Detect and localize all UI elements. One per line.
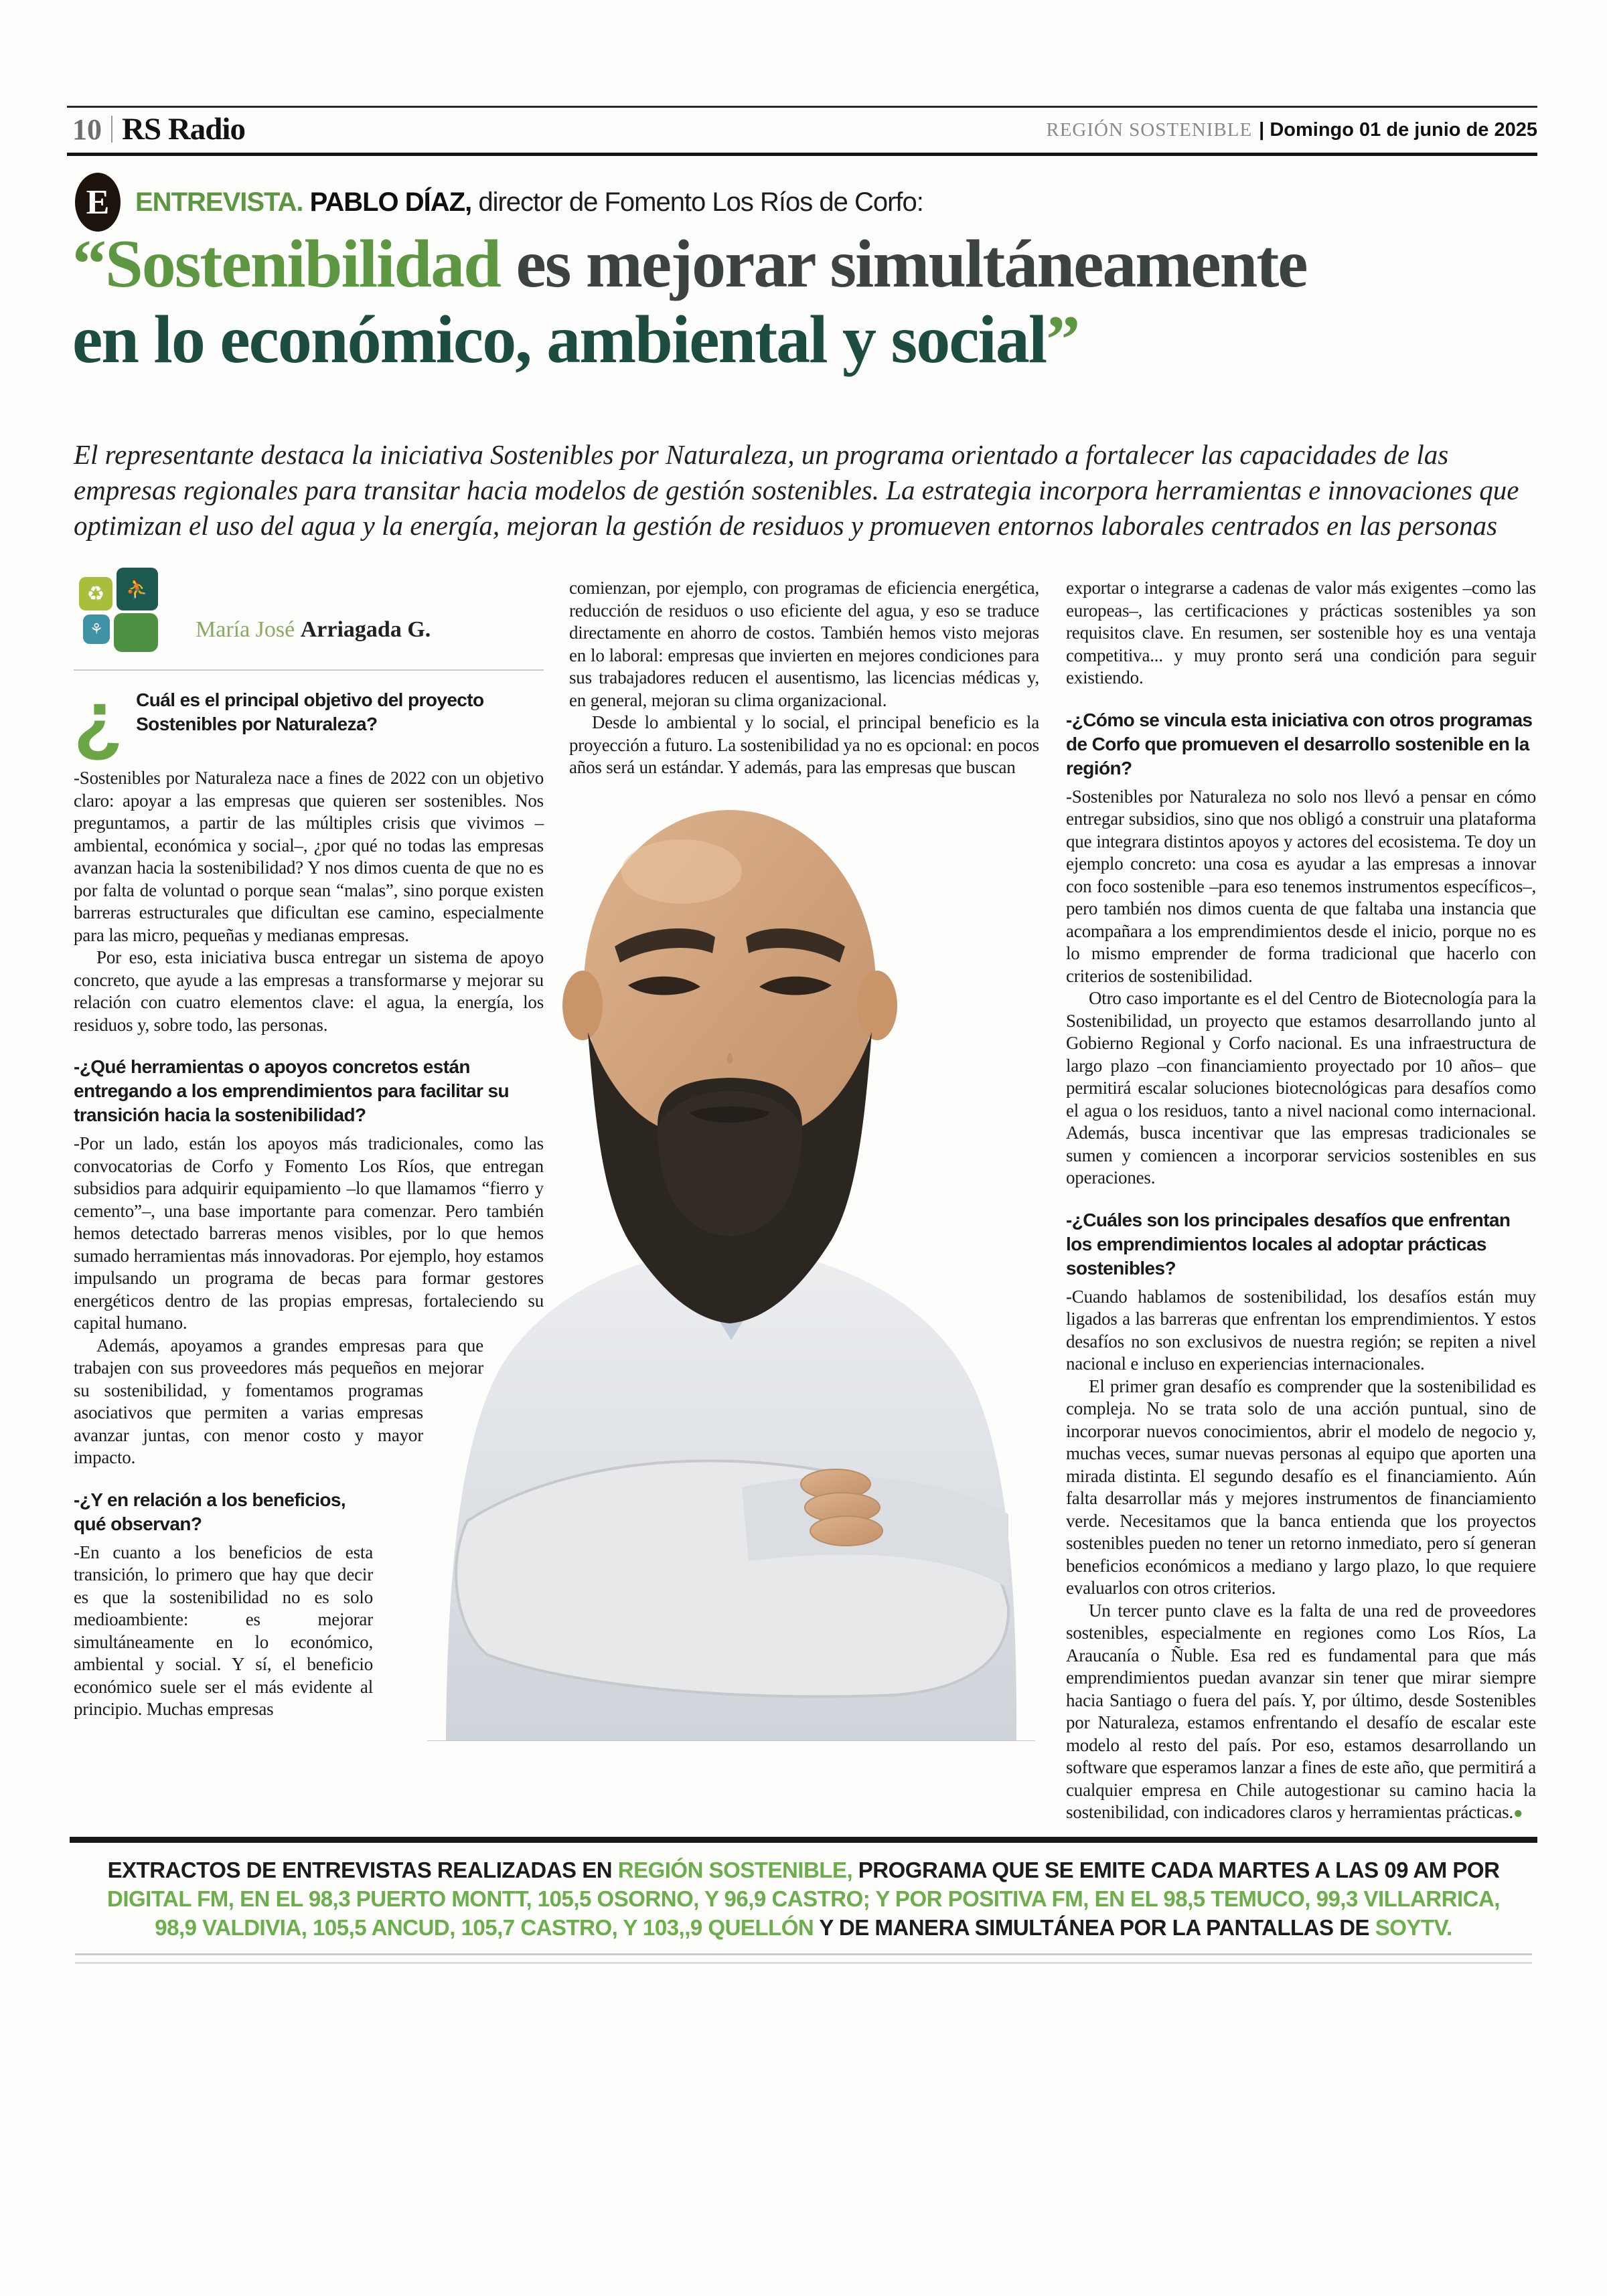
headline-close-quote: ” xyxy=(1046,302,1079,378)
question-3: -¿Y en relación a los beneficios, qué observan? xyxy=(74,1489,346,1534)
question-1: Cuál es el principal objetivo del proyecto Sostenibles por Naturaleza? xyxy=(136,689,484,734)
question-4: -¿Cómo se vincula esta iniciativa con otros programas de Corfo que promueven el desarrollo sostenible en la región? xyxy=(1066,709,1533,778)
kicker-tag: ENTREVISTA. xyxy=(135,187,303,217)
footer-segment: REGIÓN SOSTENIBLE, xyxy=(617,1858,858,1882)
answer-1-p1: -Sostenibles por Naturaleza nace a fines de 2022 con un objetivo claro: apoyar a las empresas que quieren ser sostenibles. Nos preguntamos, a partir de las múltiples crisis que vivimos –ambiental, económica y social–, ¿por qué no todas las empresas avanzan hacia la sostenibilidad? Y nos dimos cuenta de que no es por falta de voluntad o porque sean “malas”, sino porque existen barreras estructurales que dificultan ese camino, especialmente para las micro, pequeñas y medianas empresas. xyxy=(74,768,544,945)
green-square-icon xyxy=(114,613,158,652)
kicker-line xyxy=(135,187,923,218)
answer-2-p1: -Por un lado, están los apoyos más tradicionales, como las convocatorias de Corfo y Fomento Los Ríos, que entregan subsidios para adquirir equipamiento –lo que llamamos “fierro y cemento”–, una base importante para comenzar. Pero también hemos detectado barreras menos visibles, por lo que hemos sumado herramientas más innovadoras. Por ejemplo, hoy estamos impulsando un programa de becas para formar gestores energéticos dentro de las propias empresas, fortaleciendo su capital humano. xyxy=(74,1133,544,1333)
entrevista-badge-icon: E xyxy=(75,173,121,232)
footer-segment: DIGITAL FM, EN EL 98,3 PUERTO MONTT, 105,5 OSORNO, Y 96,9 CASTRO; Y POR POSITIVA FM, EN EL 98,5 TEMUCO, 99,3 VILLARRICA, 98,9 VALDIVIA, 105,5 ANCUD, 105,7 CASTRO, Y 103,,9 QUELLÓN xyxy=(107,1886,1500,1940)
kicker xyxy=(75,173,923,232)
photo-wrap-spacer xyxy=(497,1897,544,1964)
people-icon: ⛹ xyxy=(117,568,158,610)
program-logo-icon xyxy=(79,568,163,652)
question-5: -¿Cuáles son los principales desafíos que enfrentan los emprendimientos locales al adoptar prácticas sostenibles? xyxy=(1066,1209,1511,1279)
column3-p1: exportar o integrarse a cadenas de valor más exigentes –como las europeas–, las certificaciones y prácticas sostenibles ya son requisitos clave. En resumen, ser sostenible hoy es una ventaja competitiva... y muy pronto será una condición para seguir existiendo. xyxy=(1066,578,1536,687)
byline-last-name: Arriagada G. xyxy=(300,617,431,642)
plant-icon: ⚘ xyxy=(83,614,110,644)
photo-wrap-spacer xyxy=(410,1830,544,1897)
section-title: RS Radio xyxy=(122,112,245,147)
byline-first-name: María José xyxy=(196,617,295,642)
photo-wrap-spacer xyxy=(483,1335,544,1402)
header-right xyxy=(1046,119,1537,141)
column2-p2: Desde lo ambiental y lo social, el principal beneficio es la proyección a futuro. La sostenibilidad ya no es opcional: en pocos años será un estándar. Y además, para las empresas que buscan xyxy=(569,712,1039,777)
column-1 xyxy=(74,674,544,1964)
page-number: 10 xyxy=(72,113,102,146)
recycle-icon: ♻ xyxy=(79,577,112,610)
header-top-rule xyxy=(67,106,1537,108)
column-3 xyxy=(1066,577,1536,1825)
answer-5-p3-text: Un tercer punto clave es la falta de una red de proveedores sostenibles, especialmente en regiones como Los Ríos, La Araucanía o Ñuble. Esa red es fundamental para que más emprendimientos puedan avanzar sin tener que mirar siempre hacia Santiago o fuera del país. Y, por último, desde Sostenibles por Naturaleza, estamos enfrentando el desafío de escalar este modelo al resto del país. Por eso, estamos desarrollando un software que esperamos lanzar a fines de este año, que permitirá a cualquier empresa en Chile autogestionar su camino hacia la sostenibilidad, con indicadores claros y herramientas prácticas. xyxy=(1066,1600,1536,1822)
footer-segment: EXTRACTOS DE ENTREVISTAS REALIZADAS EN xyxy=(107,1858,618,1882)
question-2: -¿Qué herramientas o apoyos concretos están entregando a los emprendimientos para facilitar su transición hacia la sostenibilidad? xyxy=(74,1056,509,1125)
headline-line2: en lo económico, ambiental y social xyxy=(72,302,1047,378)
publication-brand: REGIÓN SOSTENIBLE xyxy=(1046,119,1253,141)
answer-5-p2: El primer gran desafío es comprender que la sostenibilidad es compleja. No se trata solo de una acción puntual, sino de incorporar nuevos conocimientos, abrir el modelo de negocio y, muchas veces, sumar nuevas personas al equipo que aporten una mirada distinta. El segundo desafío es el financiamiento. Aún falta desarrollar más y mejores instrumentos de financiamiento verde. Necesitamos que la banca entienda que los proyectos sostenibles pueden no tener un retorno inmediato, pero sí generan beneficios económicos a mediano y largo plazo, lo que requiere evaluarlos con otros criterios. xyxy=(1066,1376,1536,1598)
headline-line1-rest: es mejorar simultáneamente xyxy=(500,226,1307,302)
footer-segment: SOYTV. xyxy=(1375,1915,1452,1940)
publication-date: | Domingo 01 de junio de 2025 xyxy=(1259,119,1537,141)
answer-4-p2: Otro caso importante es el del Centro de Biotecnología para la Sostenibilidad, un proyecto que estamos desarrollando junto al Gobierno Regional y Corfo nacional. Es una infraestructura de largo plazo –con financiamiento proyectado por 10 años– que permitirá escalar soluciones biotecnológicas para desafíos como el agua o los residuos, tanto a nivel nacional como internacional. Además, busca incentivar que las empresas tradicionales se sumen y comiencen a incorporar servicios sostenibles en sus operaciones. xyxy=(1066,988,1536,1187)
header-bottom-rule xyxy=(67,153,1537,156)
headline xyxy=(72,226,1545,378)
photo-wrap-spacer xyxy=(373,1469,544,1830)
interviewee-role: director de Fomento Los Ríos de Corfo: xyxy=(478,187,923,217)
column-2 xyxy=(569,577,1039,779)
answer-5-p1: -Cuando hablamos de sostenibilidad, los desafíos están muy ligados a las barreras que enfrentan los emprendimientos. Y estos desafíos no son exclusivos de nuestra región; se repiten a nivel nacional e incluso en experiencias internacionales. xyxy=(1066,1286,1536,1374)
answer-4-p1: -Sostenibles por Naturaleza no solo nos llevó a pensar en cómo entregar subsidios, sino que nos obligó a construir una plataforma que integrara distintos apoyos y actores del ecosistema. Te doy un ejemplo concreto: una cosa es ayudar a las empresas a innovar con foco sostenible –para eso tenemos instrumentos específicos–, pero también nos dimos cuenta de que faltaba una instancia que acompañara a los emprendimientos desde el inicio, porque no es lo mismo emprender de forma tradicional que hacerlo con criterios de sostenibilidad. xyxy=(1066,786,1536,986)
column2-p1: comienzan, por ejemplo, con programas de eficiencia energética, reducción de residuos o uso eficiente del agua, y eso se traduce directamente en ahorro de costos. También hemos visto mejoras en lo laboral: empresas que invierten en mejores condiciones para sus trabajadores reducen el ausentismo, las licencias médicas y, en general, mejoran su clima organizacional. xyxy=(569,578,1039,710)
footer-segment: Y DE MANERA SIMULTÁNEA POR LA PANTALLAS DE xyxy=(819,1915,1375,1940)
photo-wrap-spacer xyxy=(423,1402,544,1469)
headline-green-part: “Sostenibilidad xyxy=(72,226,500,302)
interviewee-name: PABLO DÍAZ, xyxy=(309,187,472,217)
deck-paragraph: El representante destaca la iniciativa Sostenibles por Naturaleza, un programa orientado a fortalecer las capacidades de las empresas regionales para transitar hacia modelos de gestión sostenibles. La estrategia incorpora herramientas e innovaciones que optimizan el uso del agua y la energía, mejoran la gestión de residuos y promueven entornos laborales centrados en las personas xyxy=(74,439,1519,541)
footer-segment: PROGRAMA QUE SE EMITE CADA MARTES A LAS 09 AM POR xyxy=(858,1858,1500,1882)
byline-divider xyxy=(74,669,544,671)
header-left xyxy=(72,111,245,147)
answer-1-p2: Por eso, esta iniciativa busca entregar un sistema de apoyo concreto, que ayude a las empresas a transformarse y mejorar su relación con cuatro elementos clave: el agua, la energía, los residuos y, sobre todo, las personas. xyxy=(74,947,544,1035)
answer-3: -En cuanto a los beneficios de esta transición, lo primero que hay que decir es que la sostenibilidad no es solo medioambiente: es mejorar simultáneamente en lo económico, ambiental y social. Y sí, el beneficio económico suele ser el más evidente al principio. Muchas empresas xyxy=(74,1542,373,1719)
answer-2-p2: Además, apoyamos a grandes empresas para que trabajen con sus proveedores más pequeños en mejorar su sostenibilidad, y fomentamos programas asociativos que permiten a varias empresas avanzar juntas, con menor costo y mayor impacto. xyxy=(74,1335,483,1467)
end-mark-icon: ● xyxy=(1513,1805,1523,1822)
byline xyxy=(79,568,431,652)
answer-5-p3 xyxy=(1066,1600,1536,1825)
question-mark-icon: ¿ xyxy=(74,674,123,764)
byline-name xyxy=(196,617,431,652)
header-separator xyxy=(111,116,112,143)
question-1-row xyxy=(74,674,544,764)
